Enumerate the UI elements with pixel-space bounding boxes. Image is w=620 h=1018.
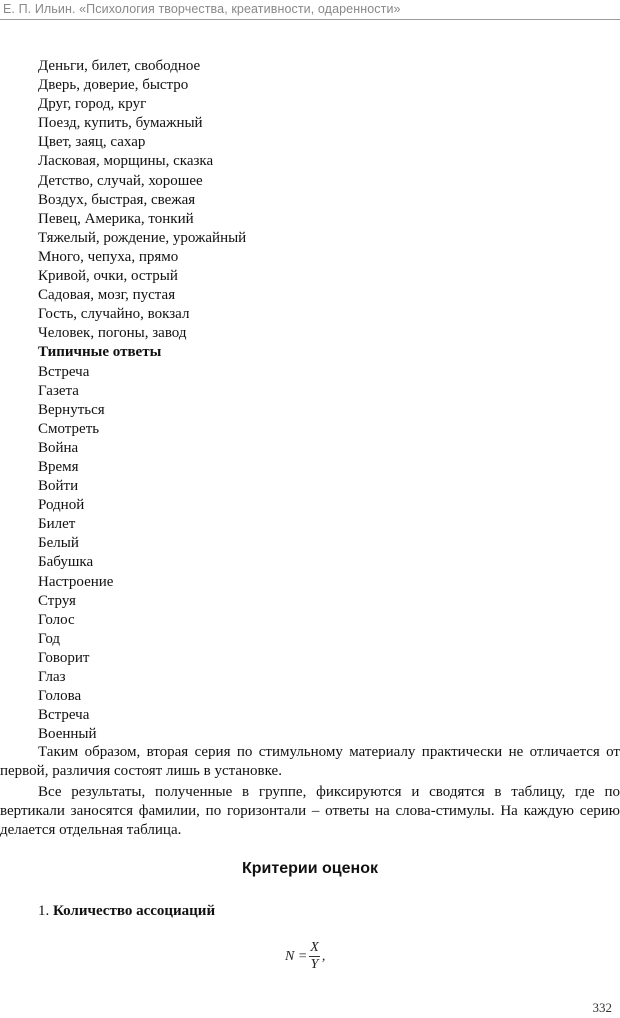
answer-line: Говорит (38, 649, 90, 666)
stimulus-line: Цвет, заяц, сахар (38, 134, 146, 151)
answer-line: Родной (38, 497, 85, 514)
answer-line: Военный (38, 726, 97, 743)
paragraph-2 (0, 783, 620, 840)
paragraph-text: Таким образом, вторая серия по стимульному материалу практически не отличается от первой, различия состоят лишь в установке. (0, 744, 620, 780)
stimulus-line: Певец, Америка, тонкий (38, 210, 194, 227)
stimulus-line: Друг, город, круг (38, 96, 147, 113)
formula (285, 941, 325, 972)
criterion-title: Количество ассоциаций (53, 903, 216, 919)
stimulus-line: Гость, случайно, вокзал (38, 306, 190, 323)
stimulus-line: Садовая, мозг, пустая (38, 287, 176, 304)
criterion-number: 1. (38, 903, 50, 919)
answer-line: Белый (38, 535, 79, 552)
answer-line: Глаз (38, 669, 66, 685)
paragraph-text: Все результаты, полученные в группе, фиксируются и сводятся в таблицу, где по вертикали заносятся фамилии, по горизонтали – ответы на слова-стимулы. На каждую серию делается отдельная таблица. (0, 784, 620, 839)
stimulus-line: Поезд, купить, бумажный (38, 115, 203, 132)
answer-line: Голова (38, 688, 82, 705)
formula-fraction (309, 941, 320, 972)
section-heading: Критерии оценок (242, 860, 378, 877)
header-divider (0, 19, 620, 20)
formula-numerator: X (310, 940, 319, 955)
word-list (38, 57, 246, 744)
answer-line: Струя (38, 592, 76, 609)
answer-line: Билет (38, 516, 76, 533)
answer-line: Год (38, 630, 61, 647)
answer-line: Время (38, 458, 79, 475)
answer-line: Война (38, 439, 79, 456)
answer-line: Голос (38, 611, 75, 628)
stimulus-line: Много, чепуха, прямо (38, 248, 179, 265)
stimulus-line: Дверь, доверие, быстро (38, 77, 189, 94)
answer-line: Газета (38, 382, 79, 399)
stimulus-line: Человек, погоны, завод (38, 325, 187, 342)
answer-line: Вернуться (38, 401, 105, 418)
stimulus-line: Воздух, быстрая, свежая (38, 191, 196, 208)
stimulus-line: Деньги, билет, свободное (38, 58, 201, 74)
typical-answers-list (38, 363, 246, 745)
stimulus-line: Детство, случай, хорошее (38, 172, 203, 189)
stimulus-line: Ласковая, морщины, сказка (38, 153, 214, 170)
running-header: Е. П. Ильин. «Психология творчества, креативности, одаренности» (3, 2, 401, 16)
formula-trailing: , (321, 948, 326, 964)
answer-line: Смотреть (38, 420, 100, 437)
answer-line: Войти (38, 478, 79, 495)
answer-line: Встреча (38, 363, 90, 380)
criterion-item (38, 903, 215, 920)
stimulus-line: Кривой, очки, острый (38, 268, 178, 285)
answer-line: Бабушка (38, 554, 94, 571)
formula-lhs: N = (285, 948, 308, 964)
answer-line: Встреча (38, 707, 90, 724)
formula-denominator: Y (310, 957, 319, 972)
stimulus-word-list (38, 57, 246, 343)
paragraph-1 (0, 743, 620, 781)
stimulus-line: Тяжелый, рождение, урожайный (38, 229, 247, 246)
page-number: 332 (592, 1000, 612, 1015)
typical-answers-heading: Типичные ответы (38, 344, 162, 361)
answer-line: Настроение (38, 573, 114, 590)
